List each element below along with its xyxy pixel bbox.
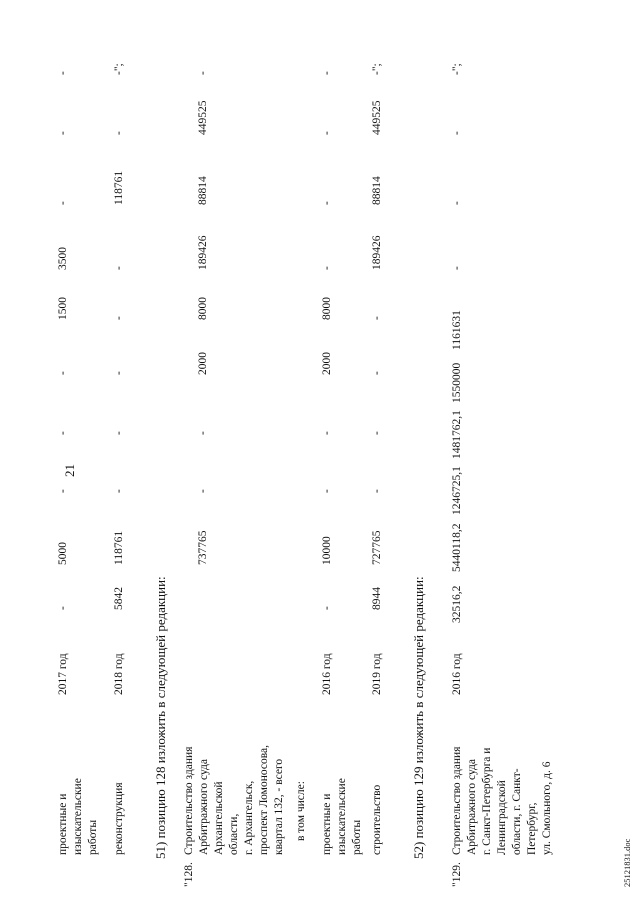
pos128-row-2-c10: -"; <box>371 63 383 75</box>
prev-row-1-c4: - <box>57 431 69 435</box>
prev-row-1-c3: - <box>57 489 69 493</box>
prev-row-1-c6: 1500 <box>57 297 69 320</box>
pos128-row-2-c2: 727765 <box>371 530 383 565</box>
pos128-row-1-c7: - <box>321 266 333 270</box>
position-128-c8: 88814 <box>197 176 209 205</box>
position-128-number: "128. <box>183 862 195 887</box>
prev-row-2-c9: - <box>113 131 125 135</box>
pos128-row-1-c3: - <box>321 489 333 493</box>
position-129-c3: 1246725,1 <box>451 466 463 515</box>
position-129-c10: -"; <box>451 63 463 75</box>
prev-row-1-c5: - <box>57 371 69 375</box>
pos128-row-2-c8: 88814 <box>371 176 383 205</box>
pos128-row-1-c9: - <box>321 131 333 135</box>
prev-row-1-c8: - <box>57 201 69 205</box>
prev-row-2-c4: - <box>113 431 125 435</box>
position-129-c6: 1161631 <box>451 310 463 350</box>
position-129-c4: 1481762,1 <box>451 410 463 459</box>
section-51-heading: 51) позицию 128 изложить в следующей редакции: <box>153 576 168 859</box>
prev-row-1-c7: 3500 <box>57 247 69 270</box>
pos128-row-2-c5: - <box>371 371 383 375</box>
position-129-c8: - <box>451 201 463 205</box>
position-128-c10: - <box>197 71 209 75</box>
prev-row-2-c8: 118761 <box>113 170 125 205</box>
prev-row-2-c6: - <box>113 316 125 320</box>
position-128-c6: 8000 <box>197 297 209 320</box>
pos128-row-2-name: строительство <box>371 784 383 855</box>
position-129-c1: 32516,2 <box>451 585 463 623</box>
prev-row-1-year: 2017 год <box>57 653 69 695</box>
prev-row-2-c5: - <box>113 371 125 375</box>
pos128-row-1-c1: - <box>321 606 333 610</box>
position-129-c7: - <box>451 266 463 270</box>
pos128-row-1-name: проектные и изыскательские работы <box>321 778 363 855</box>
position-128-c3: - <box>197 489 209 493</box>
prev-row-1-c10: - <box>57 71 69 75</box>
pos128-row-2-c7: 189426 <box>371 235 383 270</box>
pos128-row-1-year: 2016 год <box>321 653 333 695</box>
prev-row-2-c7: - <box>113 266 125 270</box>
position-129-c2: 5440118,2 <box>451 523 463 572</box>
pos128-row-1-c8: - <box>321 201 333 205</box>
position-129-year: 2016 год <box>451 653 463 695</box>
pos128-row-1-c5: 2000 <box>321 352 333 375</box>
pos128-row-2-c6: - <box>371 316 383 320</box>
pos128-row-2-c1: 8944 <box>371 587 383 610</box>
prev-row-2-name: реконструкция <box>113 782 125 855</box>
pos128-row-1-c2: 10000 <box>321 536 333 565</box>
footer-filename: 25121831.doc <box>622 838 632 887</box>
prev-row-1-c1: - <box>57 606 69 610</box>
prev-row-2-c3: - <box>113 489 125 493</box>
page-number: 21 <box>62 464 77 477</box>
pos128-row-2-year: 2019 год <box>371 653 383 695</box>
section-52-heading: 52) позицию 129 изложить в следующей редакции: <box>411 576 426 859</box>
prev-row-2-c1: 5842 <box>113 587 125 610</box>
prev-row-2-c2: 118761 <box>113 530 125 565</box>
position-129-number: "129. <box>451 862 463 887</box>
prev-row-2-year: 2018 год <box>113 653 125 695</box>
position-128-c4: - <box>197 431 209 435</box>
position-129-name: Строительство здания Арбитражного суда г. Санкт-Петербурга и Ленинградской области, г. Санкт- Петербург, ул. Смольного, д. 6 <box>451 746 553 855</box>
pos128-row-2-c9: 449525 <box>371 100 383 135</box>
pos128-row-1-c6: 8000 <box>321 297 333 320</box>
position-129-c5: 1550000 <box>451 362 463 403</box>
prev-row-1-name: проектные и изыскательские работы <box>57 778 99 855</box>
position-128-c7: 189426 <box>197 235 209 270</box>
pos128-row-2-c4: - <box>371 431 383 435</box>
pos128-row-1-c4: - <box>321 431 333 435</box>
including-label: в том числе: <box>295 781 307 841</box>
prev-row-1-c2: 5000 <box>57 542 69 565</box>
pos128-row-1-c10: - <box>321 71 333 75</box>
position-128-c5: 2000 <box>197 352 209 375</box>
position-128-name: Строительство здания Арбитражного суда Архангельской области, г. Архангельск, проспект Ломоносова, квартал 132, - всего <box>183 744 285 855</box>
pos128-row-2-c3: - <box>371 489 383 493</box>
position-128-c2: 737765 <box>197 530 209 565</box>
prev-row-1-c9: - <box>57 131 69 135</box>
position-129-c9: - <box>451 131 463 135</box>
prev-row-2-c10: -"; <box>113 63 125 75</box>
position-128-c9: 449525 <box>197 100 209 135</box>
